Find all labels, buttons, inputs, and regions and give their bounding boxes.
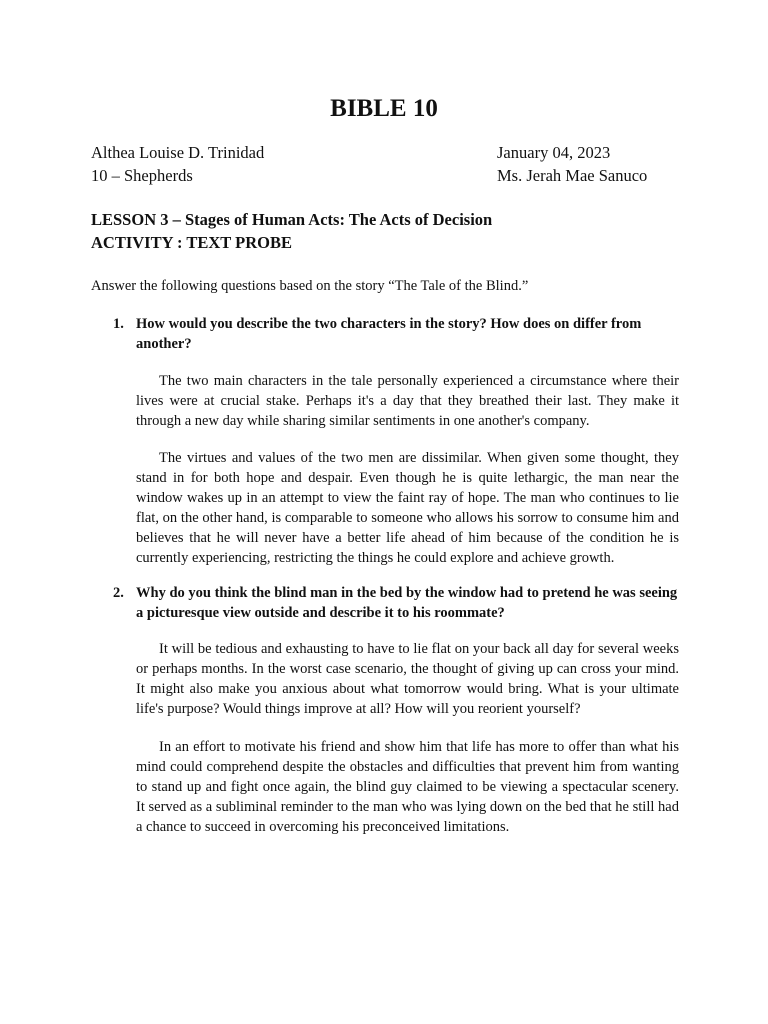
answer-paragraph: In an effort to motivate his friend and show him that life has more to offer than what his mind could comprehend despite the obstacles and difficulties that prevent him from wanting to stand up and fight once again, the blind guy claimed to be viewing a spectacular scenery. It served as a subliminal reminder to the man who was lying down on the bed that he still had a chance to succeed in overcoming his preconceived limitations. bbox=[136, 739, 679, 835]
teacher-name: Ms. Jerah Mae Sanuco bbox=[497, 166, 648, 185]
document-title: BIBLE 10 bbox=[330, 95, 438, 122]
question-text: How would you describe the two characters in the story? How does on differ from another? bbox=[136, 316, 642, 352]
student-section: 10 – Shepherds bbox=[91, 166, 193, 185]
answer-paragraph: The virtues and values of the two men are dissimilar. When given some thought, they stand in for both hope and despair. Even though he is quite lethargic, the man near the window wakes up in an attempt to view the faint ray of hope. The man who continues to lie flat, on the other hand, is comparable to someone who allows his sorrow to consume him and believes that he will never have a better life ahead of him because of the condition he is currently experiencing, restricting the things he could explore and achieve growth. bbox=[136, 450, 679, 566]
answer-2-paragraph-1 bbox=[136, 639, 679, 719]
student-info bbox=[91, 141, 264, 187]
question-text: Why do you think the blind man in the bed by the window had to pretend he was seeing a picturesque view outside and describe it to his roommate? bbox=[136, 585, 678, 621]
answer-paragraph: It will be tedious and exhausting to have to lie flat on your back all day for several weeks or perhaps months. In the worst case scenario, the thought of giving up can cross your mind. It might also make you anxious about what tomorrow would bring. What is your ultimate life's purpose? Would things improve at all? How will you reorient yourself? bbox=[136, 641, 679, 717]
answer-2-paragraph-2 bbox=[136, 737, 679, 837]
answer-1-paragraph-1 bbox=[136, 371, 679, 431]
question-number: 2. bbox=[113, 585, 124, 601]
lesson-title: LESSON 3 – Stages of Human Acts: The Acts of Decision bbox=[91, 210, 493, 229]
lesson-heading bbox=[91, 208, 492, 254]
question-2 bbox=[91, 583, 679, 623]
answer-1-paragraph-2 bbox=[136, 448, 679, 568]
instruction-text: Answer the following questions based on the story “The Tale of the Blind.” bbox=[91, 278, 529, 294]
submission-info bbox=[497, 141, 647, 187]
answer-paragraph: The two main characters in the tale personally experienced a circumstance where their lives were at crucial stake. Perhaps it's a day that they breathed their last. They make it through a new day while sharing similar sentiments in one another's company. bbox=[136, 373, 679, 429]
question-1 bbox=[91, 314, 679, 354]
activity-title: ACTIVITY : TEXT PROBE bbox=[91, 233, 292, 252]
submission-date: January 04, 2023 bbox=[497, 143, 611, 162]
student-name: Althea Louise D. Trinidad bbox=[91, 143, 265, 162]
question-number: 1. bbox=[113, 316, 124, 332]
